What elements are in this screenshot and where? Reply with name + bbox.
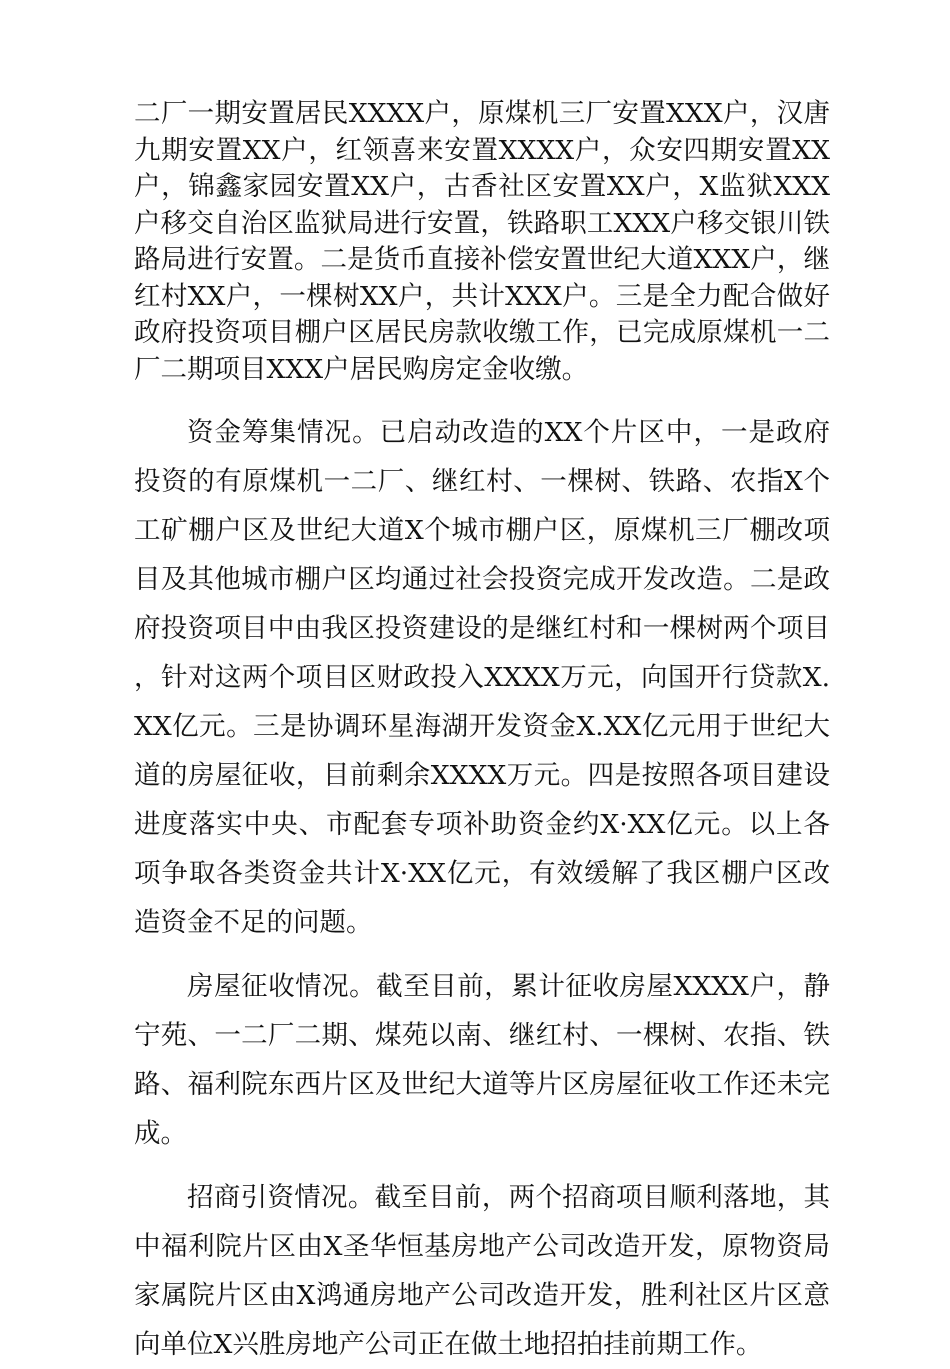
document-page <box>134 96 830 1369</box>
paragraph-resettlement-continued: 二厂一期安置居民XXXX户，原煤机三厂安置XXX户，汉唐九期安置XX户，红领喜来安置XXXX户，众安四期安置XX户，锦鑫家园安置XX户，古香社区安置XX户，X监狱XXX户移交自治区监狱局进行安置，铁路职工XXX户移交银川铁路局进行安置。二是货币直接补偿安置世纪大道XXX户，继红村XX户，一棵树XX户，共计XXX户。三是全力配合做好政府投资项目棚户区居民房款收缴工作，已完成原煤机一二厂二期项目XXX户居民购房定金收缴。 <box>134 98 830 385</box>
paragraph-fund-raising: 资金筹集情况。已启动改造的XX个片区中，一是政府投资的有原煤机一二厂、继红村、一棵树、铁路、农指X个工矿棚户区及世纪大道X个城市棚户区，原煤机三厂棚改项目及其他城市棚户区均通过社会投资完成开发改造。二是政府投资项目中由我区投资建设的是继红村和一棵树两个项目，针对这两个项目区财政投入XXXX万元，向国开行贷款X.XX亿元。三是协调环星海湖开发资金X.XX亿元用于世纪大道的房屋征收，目前剩余XXXX万元。四是按照各项目建设进度落实中央、市配套专项补助资金约X·XX亿元。以上各项争取各类资金共计X·XX亿元，有效缓解了我区棚户区改造资金不足的问题。 <box>134 417 830 938</box>
paragraph-house-expropriation: 房屋征收情况。截至目前，累计征收房屋XXXX户，静宁苑、一二厂二期、煤苑以南、继红村、一棵树、农指、铁路、福利院东西片区及世纪大道等片区房屋征收工作还未完成。 <box>134 971 830 1149</box>
paragraph-investment-attraction: 招商引资情况。截至目前，两个招商项目顺利落地，其中福利院片区由X圣华恒基房地产公司改造开发，原物资局家属院片区由X鸿通房地产公司改造开发，胜利社区片区意向单位X兴胜房地产公司正在做土地招拍挂前期工作。 <box>134 1182 830 1360</box>
